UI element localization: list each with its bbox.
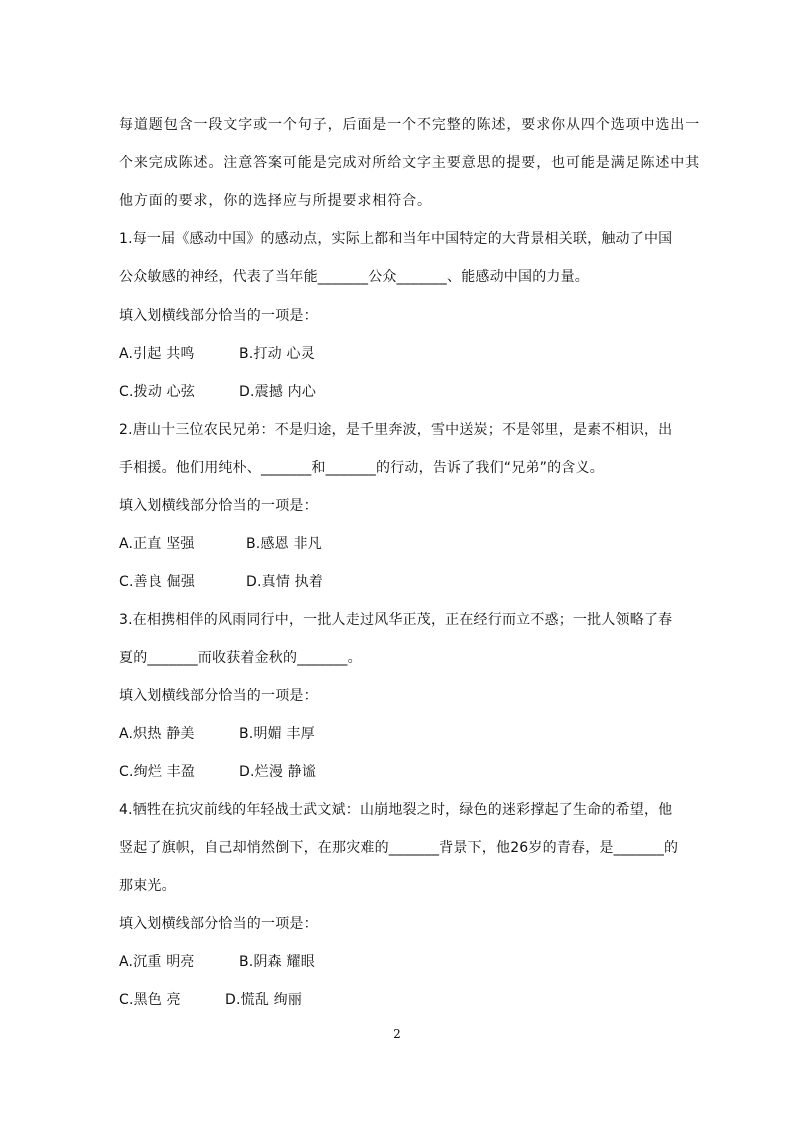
question-2-options-row	[119, 534, 322, 554]
question-4-option-a[interactable]: A.沉重 明亮	[119, 954, 195, 970]
question-2-stem: 2.唐山十三位农民兄弟：不是归途，是千里奔波，雪中送炭；不是邻里，是素不相识，出	[119, 422, 673, 438]
question-2-option-c[interactable]: C.善良 倔强	[119, 574, 196, 590]
question-2-prompt: 填入划横线部分恰当的一项是：	[119, 498, 318, 514]
question-4-option-d[interactable]: D.慌乱 绚丽	[225, 992, 303, 1008]
intro-line: 每道题包含一段文字或一个句子，后面是一个不完整的陈述，要求你从四个选项中选出一	[119, 117, 701, 133]
question-4-option-b[interactable]: B.阴森 耀眼	[239, 954, 315, 970]
question-4-stem: 4.牺牲在抗灾前线的年轻战士武文斌：山崩地裂之时，绿色的迷彩撑起了生命的希望，他	[119, 802, 673, 818]
question-1-option-a[interactable]: A.引起 共鸣	[119, 346, 195, 362]
question-3-option-c[interactable]: C.绚烂 丰盈	[119, 764, 196, 780]
question-1-option-c[interactable]: C.拨动 心弦	[119, 384, 196, 400]
intro-line: 个来完成陈述。注意答案可能是完成对所给文字主要意思的提要，也可能是满足陈述中其	[119, 155, 701, 171]
question-2-option-b[interactable]: B.感恩 非凡	[246, 536, 322, 552]
question-2-stem: 手相援。他们用纯朴、_______和_______的行动，告诉了我们“兄弟”的含义。	[119, 460, 604, 476]
question-1-stem: 公众敏感的神经，代表了当年能_______公众_______、能感动中国的力量。	[119, 269, 589, 285]
question-1-option-d[interactable]: D.震撼 内心	[239, 384, 317, 400]
question-4-options-row	[119, 990, 303, 1010]
question-4-options-row	[119, 952, 315, 972]
question-1-options-row	[119, 382, 317, 402]
question-4-stem: 那束光。	[119, 878, 176, 894]
question-4-option-c[interactable]: C.黑色 亮	[119, 992, 181, 1008]
question-1-prompt: 填入划横线部分恰当的一项是：	[119, 308, 318, 324]
intro-line: 他方面的要求，你的选择应与所提要求相符合。	[119, 193, 432, 209]
question-3-stem: 3.在相携相伴的风雨同行中，一批人走过风华正茂，正在经行而立不惑；一批人领略了春	[119, 612, 673, 628]
question-3-stem: 夏的_______而收获着金秋的_______。	[119, 650, 362, 666]
question-4-prompt: 填入划横线部分恰当的一项是：	[119, 916, 318, 932]
page-number: 2	[393, 1027, 401, 1041]
question-3-options-row	[119, 724, 315, 744]
question-3-options-row	[119, 762, 317, 782]
question-2-option-a[interactable]: A.正直 坚强	[119, 536, 195, 552]
question-3-option-b[interactable]: B.明媚 丰厚	[239, 726, 315, 742]
question-3-option-a[interactable]: A.炽热 静美	[119, 726, 195, 742]
question-4-stem: 竖起了旗帜，自己却悄然倒下，在那灾难的_______背景下，他26岁的青春，是_______的	[119, 840, 679, 856]
question-1-stem: 1.每一届《感动中国》的感动点，实际上都和当年中国特定的大背景相关联，触动了中国	[119, 231, 673, 247]
question-2-options-row	[119, 572, 324, 592]
question-2-option-d[interactable]: D.真情 执着	[246, 574, 324, 590]
question-3-prompt: 填入划横线部分恰当的一项是：	[119, 688, 318, 704]
question-3-option-d[interactable]: D.烂漫 静谧	[239, 764, 317, 780]
question-1-options-row	[119, 344, 315, 364]
question-1-option-b[interactable]: B.打动 心灵	[239, 346, 315, 362]
